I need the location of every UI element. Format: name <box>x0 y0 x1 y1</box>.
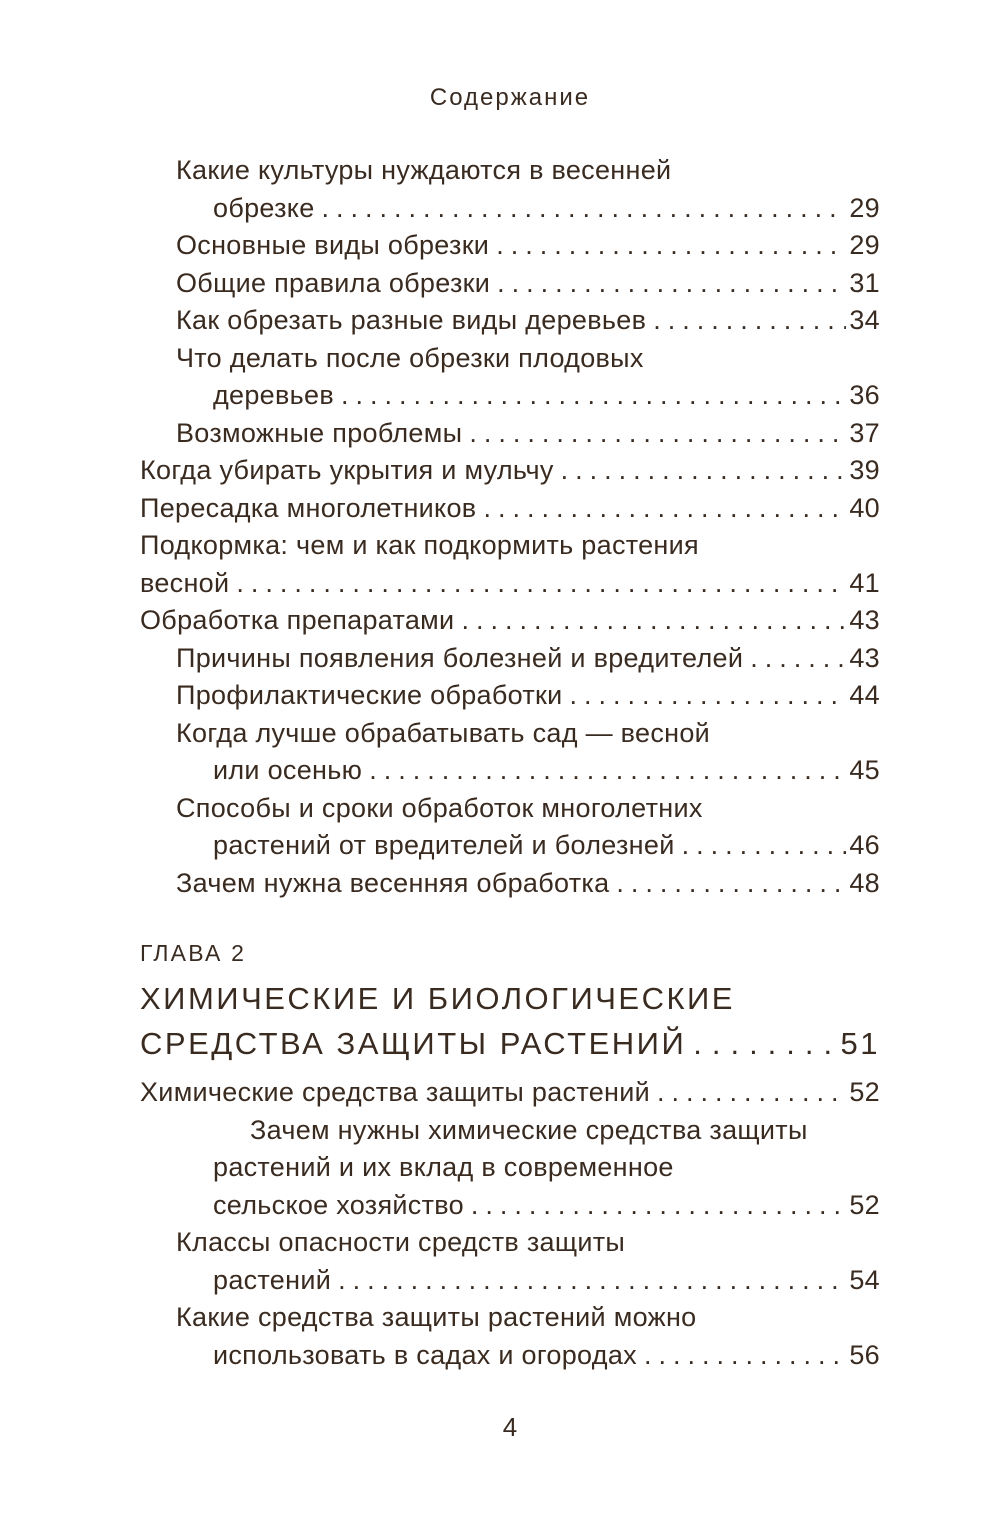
toc-entry[interactable] <box>140 677 880 715</box>
toc-entry-text: сельское хозяйство <box>213 1189 464 1220</box>
toc-entry-text: растений <box>213 1264 332 1295</box>
page-title: Содержание <box>429 84 591 111</box>
toc-entry-page: 56 <box>849 1339 880 1370</box>
toc-entry[interactable] <box>140 640 880 678</box>
toc-entry-text: ГЛАВА 2 <box>140 940 247 966</box>
toc-entry-text: Пересадка многолетников <box>140 492 477 523</box>
toc-entry[interactable] <box>140 827 880 865</box>
toc-entry[interactable] <box>140 565 880 603</box>
toc-entry[interactable] <box>140 490 880 528</box>
toc-entry-text: Способы и сроки обработок многолетних <box>176 792 703 823</box>
leader-dots <box>682 827 847 865</box>
toc-entry-text: Когда лучше обрабатывать сад — весной <box>176 717 711 748</box>
toc-entry[interactable] <box>140 1187 880 1225</box>
toc-entry-text: Что делать после обрезки плодовых <box>176 342 644 373</box>
toc-entry-text: Профилактические обработки <box>176 680 563 710</box>
toc-entry-text: Какие средства защиты растений можно <box>176 1302 697 1332</box>
toc-entry[interactable] <box>140 1224 880 1262</box>
leader-dots <box>644 1337 846 1375</box>
leader-dots <box>236 565 846 603</box>
toc-entry[interactable] <box>140 715 880 753</box>
toc-chapter-heading[interactable] <box>140 976 880 1021</box>
toc-entry-text: ХИМИЧЕСКИЕ И БИОЛОГИЧЕСКИЕ <box>140 981 735 1016</box>
toc-entry[interactable] <box>140 1112 880 1150</box>
toc-entry[interactable] <box>140 1299 880 1337</box>
leader-dots <box>322 190 847 228</box>
toc-entry-page: 52 <box>849 1189 880 1220</box>
toc-entry-text: Когда убирать укрытия и мульчу <box>140 455 554 485</box>
toc-entry-text: Зачем нужны химические средства защиты <box>250 1114 808 1145</box>
toc-entry[interactable] <box>140 152 880 190</box>
toc-entry-page: 29 <box>849 192 880 223</box>
leader-dots <box>570 677 847 715</box>
toc-entry[interactable] <box>140 1262 880 1300</box>
toc-entry[interactable] <box>140 415 880 453</box>
toc-entry-page: 48 <box>849 867 880 898</box>
footer-page-number: 4 <box>502 1412 518 1442</box>
toc-entry[interactable] <box>140 452 880 490</box>
leader-dots <box>653 302 846 340</box>
toc-entry[interactable] <box>140 865 880 903</box>
toc-entry[interactable] <box>140 752 880 790</box>
toc-entry-text: Какие культуры нуждаются в весенней <box>176 155 672 185</box>
leader-dots <box>483 490 846 528</box>
toc-entry-page: 52 <box>849 1077 880 1107</box>
toc-entry-text: весной <box>140 567 230 598</box>
toc-entry[interactable] <box>140 602 880 640</box>
toc-entry[interactable] <box>140 527 880 565</box>
toc-list <box>140 152 880 1374</box>
toc-entry-page: 37 <box>849 417 880 448</box>
toc-entry[interactable] <box>140 190 880 228</box>
leader-dots <box>657 1074 846 1112</box>
toc-entry-text: Как обрезать разные виды деревьев <box>176 305 647 335</box>
toc-entry-page: 34 <box>849 305 880 335</box>
toc-entry-text: Общие правила обрезки <box>176 267 491 298</box>
toc-entry-page: 29 <box>849 230 880 260</box>
toc-entry-text: Возможные проблемы <box>176 417 463 448</box>
toc-entry-text: использовать в садах и огородах <box>213 1339 637 1370</box>
toc-entry-text: растений от вредителей и болезней <box>213 830 675 860</box>
leader-dots <box>461 602 846 640</box>
toc-entry[interactable] <box>140 1149 880 1187</box>
toc-entry-page: 43 <box>849 605 880 635</box>
leader-dots <box>750 640 846 678</box>
toc-entry-page: 46 <box>849 830 880 860</box>
leader-dots <box>471 1187 846 1225</box>
toc-entry-page: 54 <box>849 1264 880 1295</box>
toc-entry-text: Основные виды обрезки <box>176 230 490 260</box>
toc-entry-text: Подкормка: чем и как подкормить растения <box>140 530 699 560</box>
leader-dots <box>497 265 846 303</box>
toc-entry-text: Зачем нужна весенняя обработка <box>176 867 610 898</box>
leader-dots <box>561 452 847 490</box>
toc-entry[interactable] <box>140 302 880 340</box>
toc-entry-page: 43 <box>849 642 880 673</box>
toc-entry-text: Химические средства защиты растений <box>140 1077 650 1107</box>
toc-entry-text: растений и их вклад в современное <box>213 1152 674 1182</box>
toc-entry-text: деревьев <box>213 380 334 410</box>
toc-entry[interactable] <box>140 377 880 415</box>
toc-entry-page: 45 <box>849 755 880 785</box>
toc-entry-page: 36 <box>849 380 880 410</box>
leader-dots <box>338 1262 846 1300</box>
toc-entry[interactable] <box>140 265 880 303</box>
toc-entry-page: 31 <box>849 267 880 298</box>
toc-entry-text: Причины появления болезней и вредителей <box>176 642 744 673</box>
toc-entry[interactable] <box>140 1074 880 1112</box>
leader-dots <box>469 415 846 453</box>
leader-dots <box>496 227 846 265</box>
toc-entry-page: 44 <box>849 680 880 710</box>
leader-dots <box>693 1021 837 1066</box>
toc-chapter-label[interactable] <box>140 938 880 968</box>
toc-entry-page: 40 <box>849 492 880 523</box>
toc-chapter-heading[interactable] <box>140 1021 880 1066</box>
toc-entry-text: СРЕДСТВА ЗАЩИТЫ РАСТЕНИЙ <box>140 1026 687 1061</box>
toc-entry[interactable] <box>140 790 880 828</box>
leader-dots <box>369 752 846 790</box>
toc-entry-text: Классы опасности средств защиты <box>176 1227 626 1257</box>
toc-entry[interactable] <box>140 227 880 265</box>
leader-dots <box>616 865 846 903</box>
toc-entry[interactable] <box>140 1337 880 1375</box>
toc-entry-page: 39 <box>849 455 880 485</box>
toc-entry-page: 51 <box>840 1026 880 1061</box>
leader-dots <box>341 377 846 415</box>
toc-entry-page: 41 <box>849 567 880 598</box>
toc-entry-text: или осенью <box>213 755 363 785</box>
toc-entry[interactable] <box>140 340 880 378</box>
toc-entry-text: обрезке <box>213 192 315 223</box>
toc-entry-text: Обработка препаратами <box>140 605 455 635</box>
